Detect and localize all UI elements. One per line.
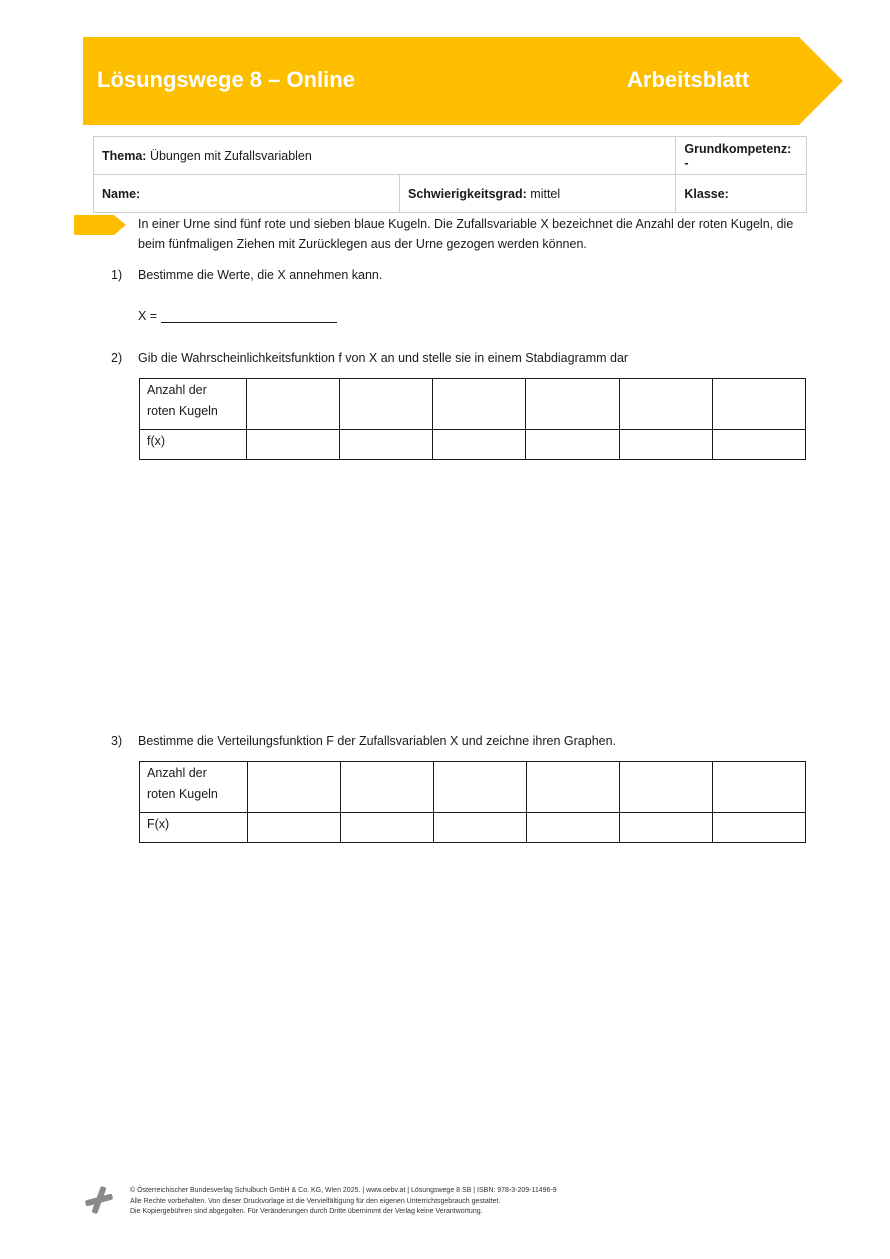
table-cell[interactable] xyxy=(433,379,526,430)
table-cell[interactable] xyxy=(248,762,341,813)
table-cell[interactable] xyxy=(619,430,712,460)
thema-cell xyxy=(94,137,676,175)
info-table xyxy=(93,136,807,213)
schwierigkeit-cell xyxy=(400,175,676,213)
grundkompetenz-cell xyxy=(676,137,807,175)
footer-line-2: Alle Rechte vorbehalten. Von dieser Druckvorlage ist die Vervielfältigung für den eigenen Unterrichtsgebrauch gestattet. xyxy=(130,1197,501,1205)
table-cell[interactable] xyxy=(712,430,805,460)
table-cell[interactable] xyxy=(526,379,619,430)
grundkompetenz-label: Grundkompetenz: - xyxy=(684,141,792,170)
header-banner xyxy=(83,37,843,125)
probability-table xyxy=(139,378,806,460)
table-cell[interactable] xyxy=(340,379,433,430)
intro-text: In einer Urne sind fünf rote und sieben blaue Kugeln. Die Zufallsvariable X bezeichnet die Anzahl der roten Kugeln, die beim fünfmaligen Ziehen mit Zurücklegen aus der Urne gezogen werden können. xyxy=(138,217,794,251)
row-label-line2: roten Kugeln xyxy=(147,787,218,801)
klasse-label: Klasse: xyxy=(684,186,729,201)
table-row-label-Fx: F(x) xyxy=(140,813,248,843)
publisher-logo-icon xyxy=(83,1184,115,1216)
row-label-line1: Anzahl der xyxy=(147,383,207,397)
task-2-text: Gib die Wahrscheinlichkeitsfunktion f von X an und stelle sie in einem Stabdiagramm dar xyxy=(138,351,629,365)
task-1-text: Bestimme die Werte, die X annehmen kann. xyxy=(138,268,383,282)
table-cell[interactable] xyxy=(433,430,526,460)
table-cell[interactable] xyxy=(526,430,619,460)
table-cell[interactable] xyxy=(620,813,713,843)
table-cell[interactable] xyxy=(713,762,806,813)
name-cell[interactable] xyxy=(94,175,400,213)
banner-title: Lösungswege 8 – Online xyxy=(97,67,355,92)
table-cell[interactable] xyxy=(341,762,434,813)
table-row-label-fx: f(x) xyxy=(140,430,247,460)
table-row-label xyxy=(140,762,248,813)
table-cell[interactable] xyxy=(713,813,806,843)
schwierigkeit-value: mittel xyxy=(530,186,561,201)
row-label-line2: roten Kugeln xyxy=(147,404,218,418)
answer-blank[interactable] xyxy=(161,308,337,323)
table-cell[interactable] xyxy=(340,430,433,460)
task-3-text: Bestimme die Verteilungsfunktion F der Zufallsvariablen X und zeichne ihren Graphen. xyxy=(138,734,617,748)
table-cell[interactable] xyxy=(527,762,620,813)
table-cell[interactable] xyxy=(247,379,340,430)
table-cell[interactable] xyxy=(712,379,805,430)
table-cell[interactable] xyxy=(434,813,527,843)
schwierigkeit-label: Schwierigkeitsgrad: xyxy=(408,186,527,201)
task-2-number: 2) xyxy=(111,351,123,365)
table-cell[interactable] xyxy=(620,762,713,813)
thema-label: Thema: xyxy=(102,148,147,163)
footer-line-1: © Österreichischer Bundesverlag Schulbuch GmbH & Co. KG, Wien 2025. | www.oebv.at | Lösungswege 8 SB | ISBN: 978-3-209-11496-9 xyxy=(130,1187,557,1194)
table-cell[interactable] xyxy=(527,813,620,843)
distribution-table xyxy=(139,761,806,843)
table-cell[interactable] xyxy=(341,813,434,843)
table-cell[interactable] xyxy=(434,762,527,813)
footer-line-3: Die Kopiergebühren sind abgegolten. Für Veränderungen durch Dritte übernimmt der Verlag keine Verantwortung. xyxy=(130,1208,483,1215)
table-cell[interactable] xyxy=(248,813,341,843)
klasse-cell[interactable] xyxy=(676,175,807,213)
footer xyxy=(130,1186,557,1218)
table-cell[interactable] xyxy=(619,379,712,430)
intro-arrow-icon xyxy=(74,215,126,235)
row-label-line1: Anzahl der xyxy=(147,766,207,780)
banner-doc-type: Arbeitsblatt xyxy=(627,67,750,92)
task-3-number: 3) xyxy=(111,734,123,748)
thema-value: Übungen mit Zufallsvariablen xyxy=(149,148,312,163)
table-row-label xyxy=(140,379,247,430)
task-1-number: 1) xyxy=(111,268,123,282)
table-cell[interactable] xyxy=(247,430,340,460)
name-label: Name: xyxy=(102,186,141,201)
answer-line xyxy=(138,308,337,323)
answer-prefix: X = xyxy=(138,309,158,323)
